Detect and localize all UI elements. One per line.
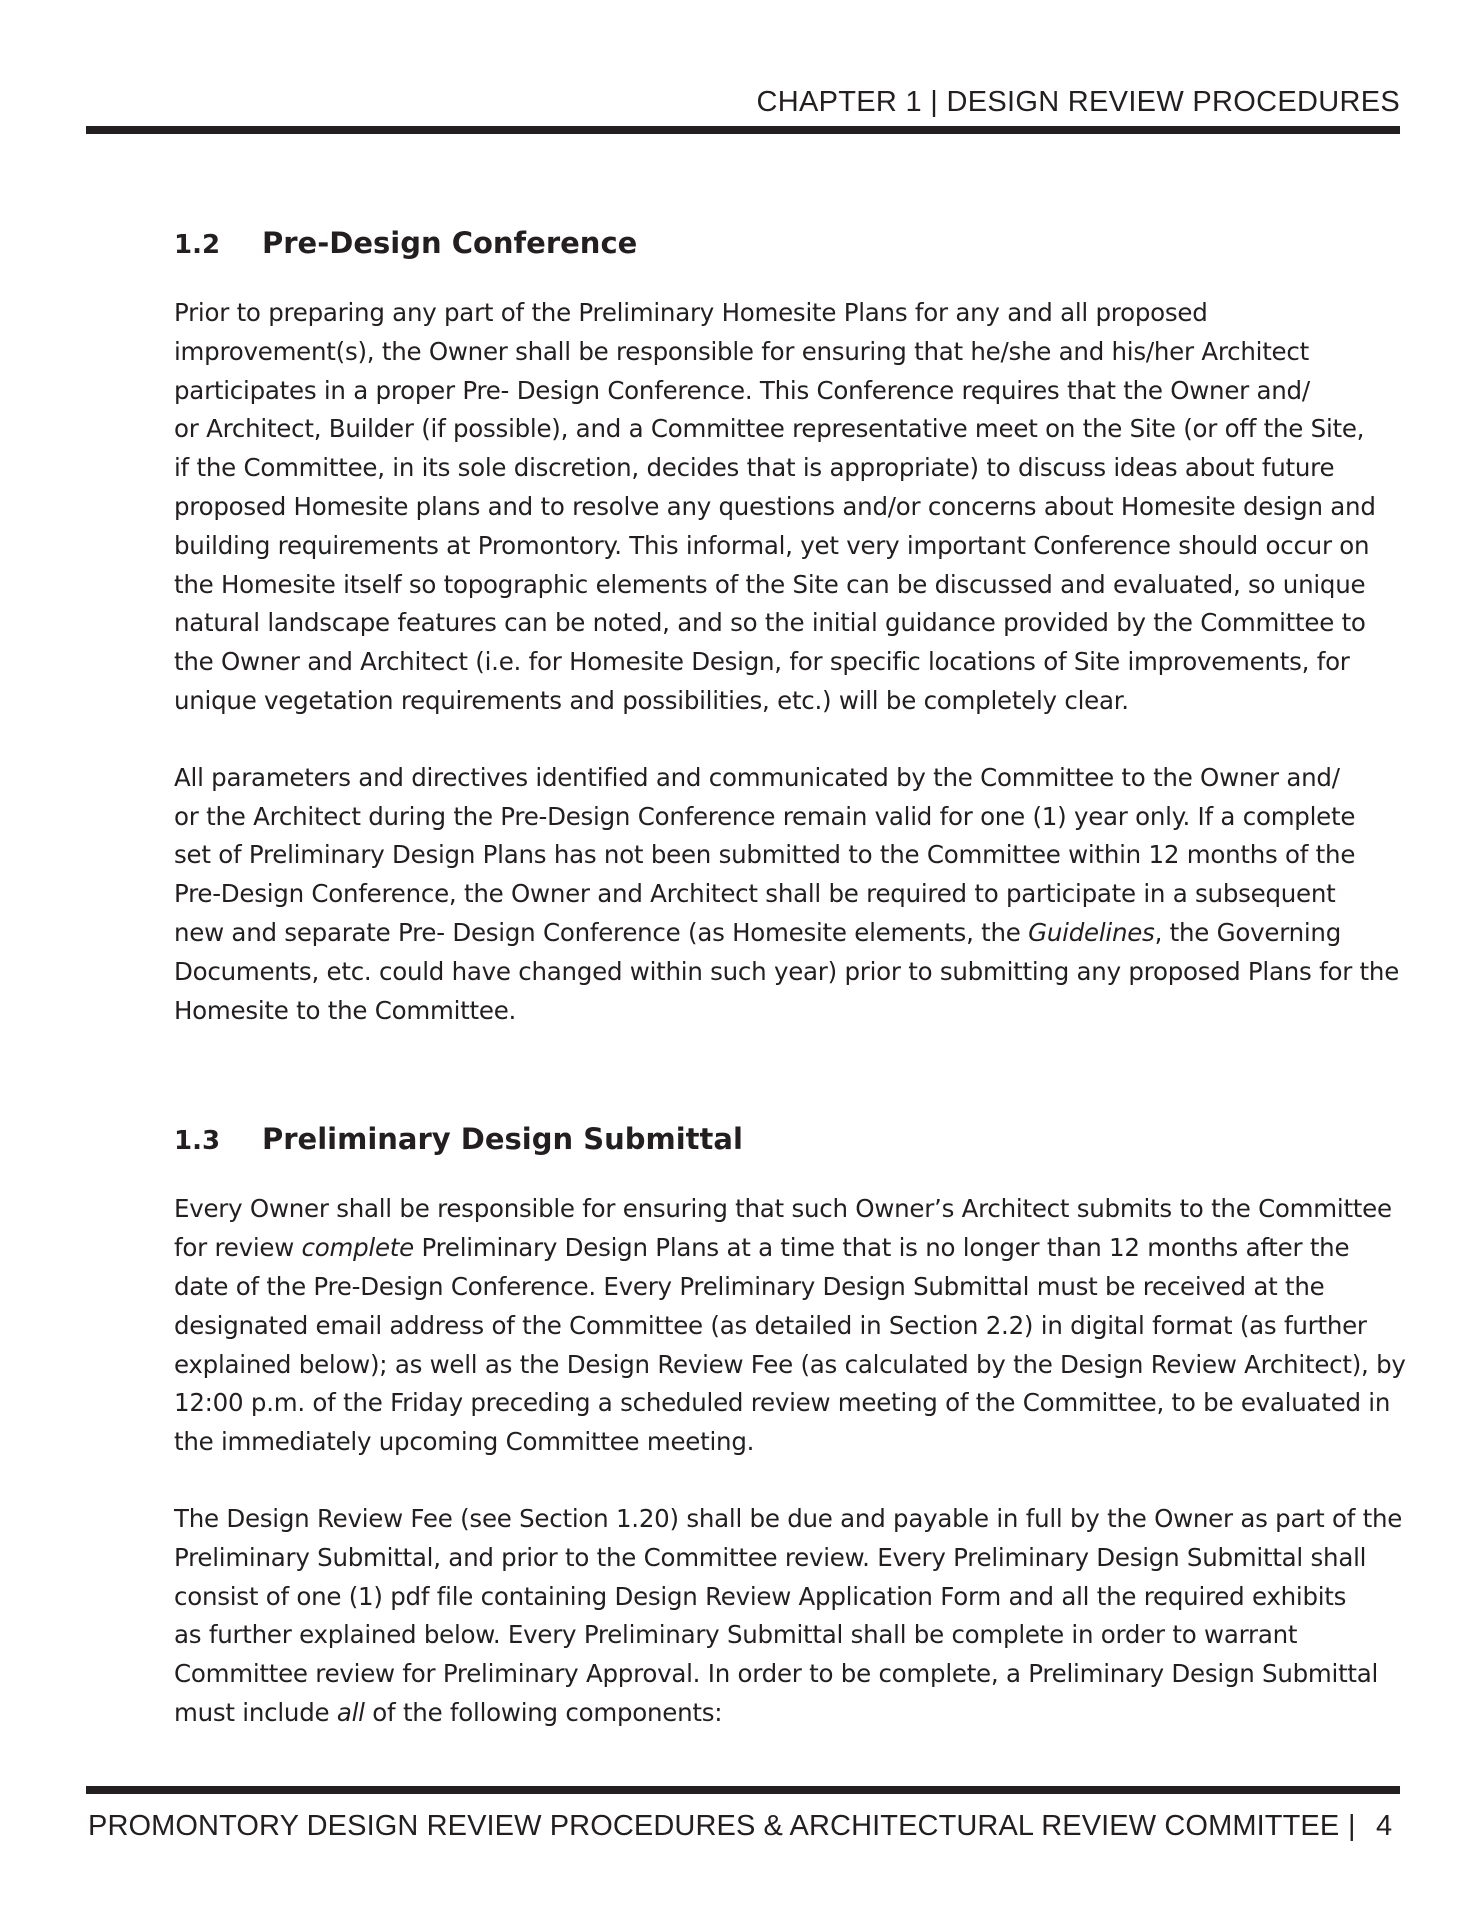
text-line: date of the Pre-Design Conference. Every Preliminary Design Submittal must be received at the (174, 1271, 1325, 1301)
text-line: Homesite to the Committee. (174, 995, 517, 1025)
text-run: new and separate Pre- Design Conference (as Homesite elements, the (174, 917, 1029, 947)
text-run: , the Governing (1154, 917, 1342, 947)
section-number: 1.2 (174, 230, 221, 260)
text-line: Pre-Design Conference, the Owner and Architect shall be required to participate in a subsequent (174, 879, 1336, 909)
footer-title: PROMONTORY DESIGN REVIEW PROCEDURES & ARCHITECTURAL REVIEW COMMITTEE (88, 1810, 1340, 1842)
text-line: or Architect, Builder (if possible), and a Committee representative meet on the Site (or off the Site, (174, 414, 1365, 444)
text-line: The Design Review Fee (see Section 1.20) shall be due and payable in full by the Owner as part of the (174, 1503, 1403, 1533)
header-rule (86, 126, 1400, 134)
text-line: consist of one (1) pdf file containing Design Review Application Form and all the required exhibits (174, 1581, 1347, 1611)
text-line: improvement(s), the Owner shall be responsible for ensuring that he/she and his/her Architect (174, 336, 1309, 366)
page-number: 4 (1376, 1810, 1393, 1842)
text-line (174, 1694, 1404, 1733)
text-run: for review (174, 1233, 302, 1263)
text-line (174, 1229, 1404, 1268)
section-heading-1-3 (174, 1110, 1404, 1168)
text-line: or the Architect during the Pre-Design Conference remain valid for one (1) year only. If a complete (174, 801, 1356, 831)
text-line: the Homesite itself so topographic elements of the Site can be discussed and evaluated, so unique (174, 569, 1366, 599)
text-run: must include (174, 1697, 337, 1727)
text-run: Preliminary Design Plans at a time that is no longer than 12 months after the (413, 1233, 1350, 1263)
text-line: Preliminary Submittal, and prior to the Committee review. Every Preliminary Design Submittal shall (174, 1542, 1367, 1572)
paragraph (174, 1190, 1404, 1462)
text-line: proposed Homesite plans and to resolve any questions and/or concerns about Homesite design and (174, 491, 1376, 521)
paragraph (174, 759, 1404, 1031)
text-line: Documents, etc. could have changed within such year) prior to submitting any proposed Plans for the (174, 956, 1400, 986)
page-content (174, 214, 1404, 1733)
text-line: designated email address of the Committee (as detailed in Section 2.2) in digital format (as further (174, 1310, 1367, 1340)
text-run: of the following components: (364, 1697, 723, 1727)
text-line: Prior to preparing any part of the Preliminary Homesite Plans for any and all proposed (174, 298, 1208, 327)
italic-text: complete (301, 1233, 414, 1263)
footer-rule (86, 1786, 1400, 1794)
section-heading-1-2 (174, 214, 1404, 272)
text-line: if the Committee, in its sole discretion, decides that is appropriate) to discuss ideas about future (174, 453, 1335, 483)
italic-text: all (336, 1697, 365, 1727)
text-line: Committee review for Preliminary Approval. In order to be complete, a Preliminary Design Submittal (174, 1659, 1379, 1689)
text-line: 12:00 p.m. of the Friday preceding a scheduled review meeting of the Committee, to be evaluated in (174, 1388, 1391, 1418)
text-line: set of Preliminary Design Plans has not been submitted to the Committee within 12 months of the (174, 840, 1356, 870)
text-line: unique vegetation requirements and possibilities, etc.) will be completely clear. (174, 685, 1129, 715)
text-line: the Owner and Architect (i.e. for Homesite Design, for specific locations of Site improvements, for (174, 647, 1350, 677)
text-line: as further explained below. Every Preliminary Submittal shall be complete in order to warrant (174, 1620, 1298, 1650)
italic-text: Guidelines (1028, 917, 1155, 947)
text-line: explained below); as well as the Design Review Fee (as calculated by the Design Review Architect), by (174, 1349, 1406, 1379)
text-line: building requirements at Promontory. This informal, yet very important Conference should occur on (174, 530, 1370, 560)
text-line: Every Owner shall be responsible for ensuring that such Owner’s Architect submits to the Committee (174, 1194, 1392, 1224)
text-line (174, 914, 1404, 953)
section-title: Pre-Design Conference (262, 226, 638, 260)
section-title: Preliminary Design Submittal (262, 1122, 743, 1157)
paragraph (174, 1500, 1404, 1733)
text-line: All parameters and directives identified and communicated by the Committee to the Owner and/ (174, 762, 1340, 792)
text-line: natural landscape features can be noted, and so the initial guidance provided by the Committee to (174, 608, 1366, 638)
section-number: 1.3 (174, 1126, 221, 1157)
paragraph (174, 294, 1404, 721)
chapter-header: CHAPTER 1 | DESIGN REVIEW PROCEDURES (756, 86, 1400, 118)
footer-separator: | (1348, 1810, 1356, 1842)
text-line: the immediately upcoming Committee meeting. (174, 1427, 755, 1457)
text-line: participates in a proper Pre- Design Conference. This Conference requires that the Owner and/ (174, 375, 1310, 405)
